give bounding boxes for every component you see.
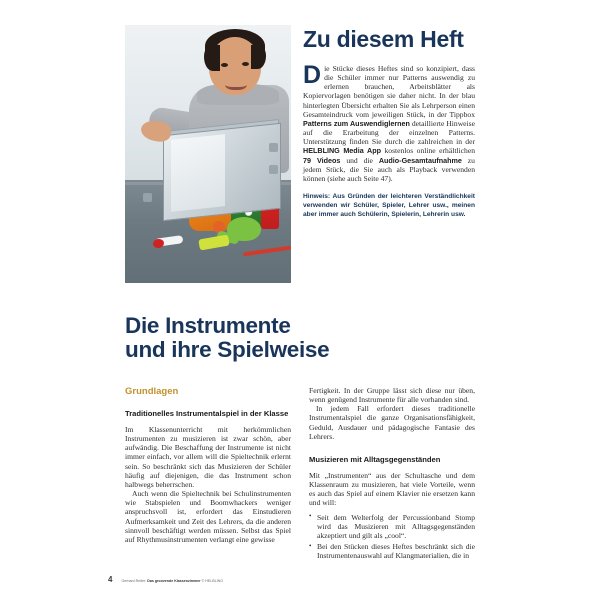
list-item: • Bei den Stücken dieses Heftes beschränkt sich die Instrumentenauswahl auf Klangmaterialien, die in: [309, 542, 475, 560]
intro-bold-3: 79 Videos: [303, 155, 341, 165]
intro-paragraph: [303, 61, 475, 183]
body-columns: [125, 386, 475, 562]
left-paragraph-2: Auch wenn die Spieltechnik bei Schulinstrumenten wie Stabspielen und Boomwhackers weniger anspruchsvoll ist, erfordert das Einstudieren Aufmerksamkeit und Zeit des Lehrers, da die anderen sinnvoll beschäftigt werden müssen. Selbst das Spiel auf Rhythmusinstrumenten verlangt eine gewisse: [125, 489, 291, 544]
intro-text-5: zu jedem Stück, die Sie auch als Playback verwenden können (siehe auch Seite 47).: [303, 155, 475, 183]
page-number: 4: [108, 575, 113, 584]
intro-text-1: ie Stücke dieses Heftes sind so konzipiert, dass die Schüler immer nur Patterns auswendig zu erlernen brauchen, Arbeitsblätter als Kopiervorlagen benötigen sie daher nicht. In der blau hinterlegten Übersicht erhalten Sie als Lehrperson einen Gesamteindruck vom jeweiligen Stück, in der Tippbox: [303, 64, 475, 119]
footer-book-title: Das groovende Klassenzimmer: [147, 579, 201, 583]
right-paragraph-2: In jedem Fall erfordert dieses traditionelle Instrumentalspiel die ganze Organisationsfähigkeit, Geduld, Ausdauer und pädagogische Fantasie des Lehrers.: [309, 404, 475, 441]
list-item: • Seit dem Welterfolg der Percussionband Stomp wird das Musizieren mit Alltagsgegenständen akzeptiert und gilt als „cool“.: [309, 513, 475, 540]
intro-bold-1: Patterns zum Auswendiglernen: [303, 118, 410, 128]
intro-text-3: kostenlos online erhältlichen: [381, 146, 475, 156]
intro-title: Zu diesem Heft: [303, 26, 464, 52]
page-title: [125, 314, 425, 362]
boy-with-classroom-objects-photo: [125, 25, 291, 283]
intro-bold-2: HELBLING Media App: [303, 146, 381, 156]
intro-text-4: und die: [340, 155, 379, 165]
section-kicker: Grundlagen: [125, 386, 179, 397]
photo-boy-eye-left: [221, 63, 228, 67]
left-column: [125, 386, 291, 562]
photo-box-clasp-side: [143, 193, 152, 202]
photo-metal-box-panel: [171, 134, 225, 212]
page-title-line-1: Die Instrumente: [125, 313, 291, 338]
right-column: [309, 386, 475, 562]
photo-box-clasp-bottom: [269, 165, 278, 174]
intro-text-column: [303, 25, 475, 283]
intro-text-2: detaillierte Hinweise auf die Erarbeitung der einzelnen Patterns. Unterstützung finden Sie durch die zahlreichen in der: [303, 118, 475, 147]
intro-note: Hinweis: Aus Gründen der leichteren Verständlichkeit verwenden wir Schüler, Spieler, Lehrer usw., meinen aber immer auch Schülerin, Spielerin, Lehrerin usw.: [303, 193, 475, 219]
advantages-list: [309, 513, 475, 561]
photo-boy-smile: [225, 77, 247, 90]
right-subheading: Musizieren mit Alltagsgegenständen: [309, 454, 441, 464]
page-footer: [108, 575, 488, 584]
photo-boy-hair-left: [204, 45, 220, 71]
page-title-line-2: und ihre Spielweise: [125, 337, 330, 362]
left-paragraph-1: Im Klassenunterricht mit herkömmlichen Instrumenten zu musizieren ist zwar schön, aber aufwändig. Die Beschaffung der Instrumente ist nicht immer einfach, vor allem will die Spieltechnik erlernt sein. So beschränkt sich das Musizieren der Schüler häufig auf diejenigen, die das Instrument schon halbwegs beherrschen.: [125, 425, 291, 489]
right-paragraph-1: Fertigkeit. In der Gruppe lässt sich diese nur üben, wenn genügend Instrumente für alle vorhanden sind.: [309, 386, 475, 405]
photo-boy-eye-right: [242, 62, 249, 66]
intro-bold-4: Audio-Gesamtaufnahme: [378, 155, 462, 165]
footer-credit-line: [121, 578, 223, 584]
left-subheading: Traditionelles Instrumentalspiel in der Klasse: [125, 409, 289, 418]
right-paragraph-3: Mit „Instrumenten“ aus der Schultasche und dem Klassenraum zu musizieren, hat viele Vorteile, wenn es auch das Spiel auf einem Klavier nie ersetzen kann und will:: [309, 470, 475, 508]
footer-copyright: © HELBLING: [201, 579, 223, 583]
intro-dropcap: D: [303, 61, 322, 89]
photo-box-clasp-top: [269, 143, 278, 152]
footer-author: Gerhard Reiter:: [121, 579, 147, 583]
intro-block: [125, 25, 475, 283]
